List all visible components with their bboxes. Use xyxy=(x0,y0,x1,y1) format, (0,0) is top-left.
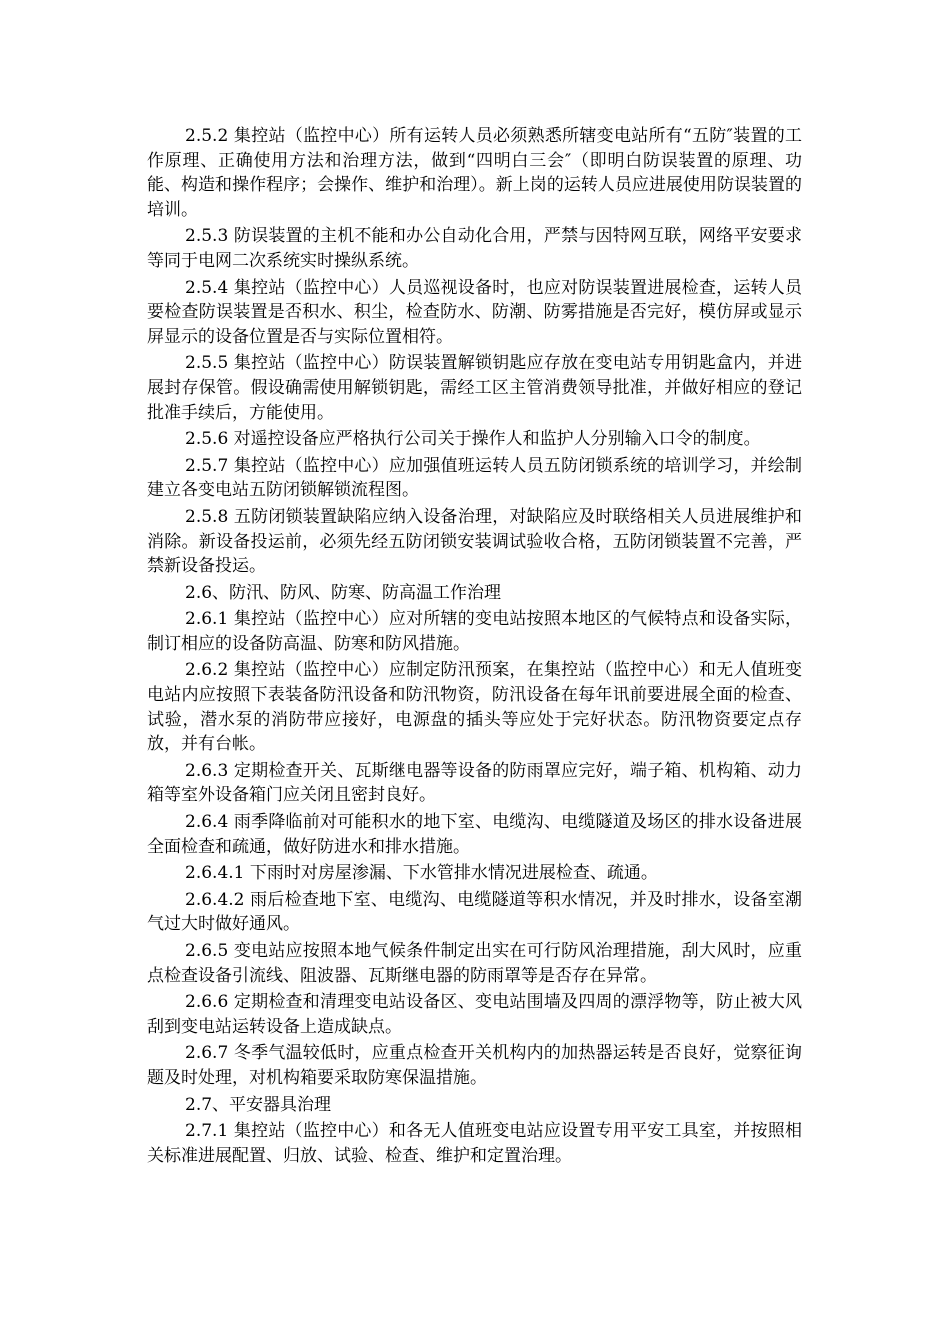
paragraph-2-5-3: 2.5.3 防误装置的主机不能和办公自动化合用，严禁与因特网互联，网络平安要求等同于电网二次系统实时操纵系统。 xyxy=(147,226,802,271)
document-page xyxy=(147,124,802,1170)
paragraph-2-6-4: 2.6.4 雨季降临前对可能积水的地下室、电缆沟、电缆隧道及场区的排水设备进展全面检查和疏通，做好防进水和排水措施。 xyxy=(147,812,802,857)
paragraph-2-6-3: 2.6.3 定期检查开关、瓦斯继电器等设备的防雨罩应完好，端子箱、机构箱、动力箱等室外设备箱门应关闭且密封良好。 xyxy=(147,760,802,806)
paragraph-2-6-1: 2.6.1 集控站（监控中心）应对所辖的变电站按照本地区的气候特点和设备实际，制订相应的设备防高温、防寒和防风措施。 xyxy=(147,609,802,654)
paragraph-2-5-5: 2.5.5 集控站（监控中心）防误装置解锁钥匙应存放在变电站专用钥匙盒内，并进展封存保管。假设确需使用解锁钥匙，需经工区主管消费领导批准，并做好相应的登记批准手续后，方能使用。 xyxy=(147,353,802,423)
section-heading-2-6: 2.6、防汛、防风、防寒、防高温工作治理 xyxy=(185,582,502,603)
paragraph-2-5-6: 2.5.6 对遥控设备应严格执行公司关于操作人和监护人分别输入口令的制度。 xyxy=(185,429,761,450)
paragraph-2-7-1: 2.7.1 集控站（监控中心）和各无人值班变电站应设置专用平安工具室，并按照相关标准进展配置、归放、试验、检查、维护和定置治理。 xyxy=(147,1121,802,1166)
paragraph-2-6-4-2: 2.6.4.2 雨后检查地下室、电缆沟、电缆隧道等积水情况，并及时排水，设备室潮气过大时做好通风。 xyxy=(147,889,802,935)
section-heading-2-7: 2.7、平安器具治理 xyxy=(185,1094,332,1115)
paragraph-2-6-6: 2.6.6 定期检查和清理变电站设备区、变电站围墙及四周的漂浮物等，防止被大风刮到变电站运转设备上造成缺点。 xyxy=(147,992,802,1037)
paragraph-2-6-2: 2.6.2 集控站（监控中心）应制定防汛预案，在集控站（监控中心）和无人值班变电站内应按照下表装备防汛设备和防汛物资，防汛设备在每年讯前要进展全面的检查、试验，潜水泵的消防带应接好，电源盘的插头等应处于完好状态。防汛物资要定点存放，并有台帐。 xyxy=(147,660,802,755)
paragraph-2-6-5: 2.6.5 变电站应按照本地气候条件制定出实在可行防风治理措施，刮大风时，应重点检查设备引流线、阻波器、瓦斯继电器的防雨罩等是否存在异常。 xyxy=(147,941,802,986)
paragraph-2-6-4-1: 2.6.4.1 下雨时对房屋渗漏、下水管排水情况进展检查、疏通。 xyxy=(185,863,658,884)
paragraph-2-5-7: 2.5.7 集控站（监控中心）应加强值班运转人员五防闭锁系统的培训学习，并绘制建立各变电站五防闭锁解锁流程图。 xyxy=(147,455,802,501)
paragraph-2-5-4: 2.5.4 集控站（监控中心）人员巡视设备时，也应对防误装置进展检查，运转人员要检查防误装置是否积水、积尘，检查防水、防潮、防雾措施是否完好，模仿屏或显示屏显示的设备位置是否与实际位置相符。 xyxy=(147,277,802,347)
paragraph-2-5-2: 2.5.2 集控站（监控中心）所有运转人员必须熟悉所辖变电站所有“五防″装置的工作原理、正确使用方法和治理方法，做到“四明白三会″（即明白防误装置的原理、功能、构造和操作程序；会操作、维护和治理）。新上岗的运转人员应进展使用防误装置的培训。 xyxy=(147,126,802,220)
paragraph-2-6-7: 2.6.7 冬季气温较低时，应重点检查开关机构内的加热器运转是否良好，觉察征询题及时处理，对机构箱要采取防寒保温措施。 xyxy=(147,1043,802,1088)
paragraph-2-5-8: 2.5.8 五防闭锁装置缺陷应纳入设备治理，对缺陷应及时联络相关人员进展维护和消除。新设备投运前，必须先经五防闭锁安装调试验收合格，五防闭锁装置不完善，严禁新设备投运。 xyxy=(147,506,802,577)
